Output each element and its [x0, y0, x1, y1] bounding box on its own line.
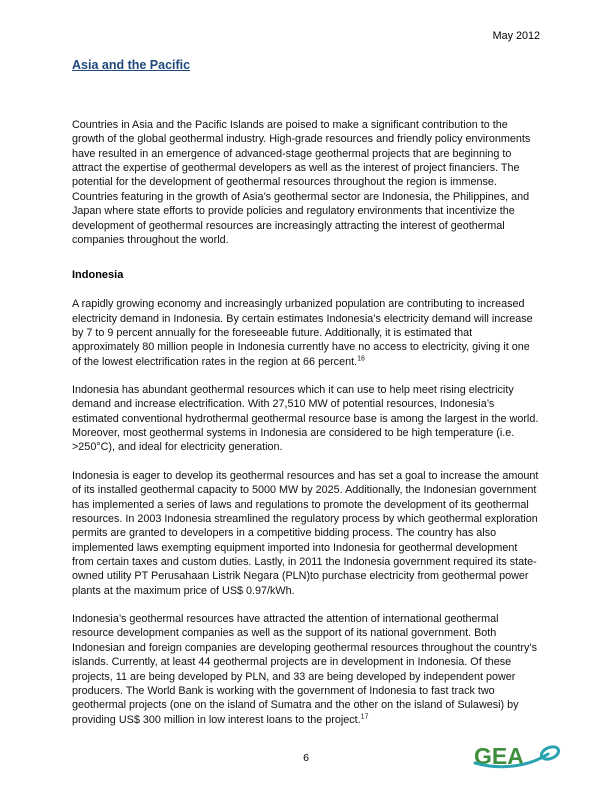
date-header: May 2012: [492, 30, 540, 42]
footnote-ref-16: 16: [357, 355, 365, 363]
paragraph-text: Indonesia has abundant geothermal resources which it can use to help meet rising electricity demand and increase electrification. With 27,510 MW of potential resources, Indonesia’s estimated conventional hydrothermal geothermal resource base is among the largest in the world. Moreover, most geothermal systems in Indonesia are considered to be high temperature (i.e. >250°C), and ideal for electricity generation.: [72, 384, 539, 454]
page-number: 6: [303, 752, 309, 764]
paragraph-indonesia-2: [72, 383, 540, 455]
paragraph-text: Indonesia’s geothermal resources have attracted the attention of international geothermal resource development companies as well as the support of its national government. Both Indonesian and foreign companies are developing geothermal resources throughout the country’s islands. Currently, at least 44 geothermal projects are in development in Indonesia. Of these projects, 11 are being developed by PLN, and 33 are being developed by independent power producers. The World Bank is working with the government of Indonesia to fast track two geothermal projects (one on the island of Sumatra and the other on the island of Sulawesi) by providing US$ 300 million in low interest loans to the project.: [72, 613, 537, 726]
paragraph-indonesia-3: [72, 469, 540, 598]
paragraph-indonesia-4: [72, 612, 540, 727]
section-title-indonesia: Indonesia: [72, 269, 124, 282]
paragraph-text: Indonesia is eager to develop its geothermal resources and has set a goal to increase the amount of its installed geothermal capacity to 5000 MW by 2025. Additionally, the Indonesian government has implemented a series of laws and regulations to promote the development of its geothermal resources. In 2003 Indonesia streamlined the regulatory process by which geothermal exploration permits are granted to developers in a competitive bidding process. The country has also implemented laws exempting equipment imported into Indonesia for geothermal development from certain taxes and custom duties. Lastly, in 2011 the Indonesia government required its state-owned utility PT Perusahaan Listrik Negara (PLN)to purchase electricity from geothermal power plants at the maximum price of US$ 0.97/kWh.: [72, 469, 539, 597]
gea-logo-graphic: [472, 738, 564, 774]
footnote-ref-17: 17: [360, 712, 369, 720]
gea-logo: [472, 738, 564, 774]
paragraph-indonesia-1: [72, 297, 540, 369]
intro-paragraph: Countries in Asia and the Pacific Islands are poised to make a significant contribution to the growth of the global geothermal industry. High-grade resources and friendly policy environments have resulted in an emergence of advanced-stage geothermal projects that are beginning to attract the expertise of geothermal developers as well as the interest of project financiers. The potential for the development of geothermal resources throughout the region is immense. Countries featuring in the growth of Asia’s geothermal sector are Indonesia, the Philippines, and Japan where state efforts to provide policies and regulatory environments that incentivize the development of geothermal resources are increasingly attracting the interest of geothermal companies throughout the world.: [72, 119, 531, 246]
page-title: Asia and the Pacific: [72, 58, 191, 72]
gea-logo-text: GEA: [474, 743, 524, 769]
paragraph-text: A rapidly growing economy and increasingly urbanized population are contributing to increased electricity demand in Indonesia. By certain estimates Indonesia’s electricity demand will increase by 7 to 9 percent annually for the foreseeable future. Additionally, it is estimated that approximately 80 million people in Indonesia currently have no access to electricity, giving it one of the lowest electrification rates in the region at 66 percent.: [72, 298, 533, 368]
page-footer: [0, 734, 612, 778]
